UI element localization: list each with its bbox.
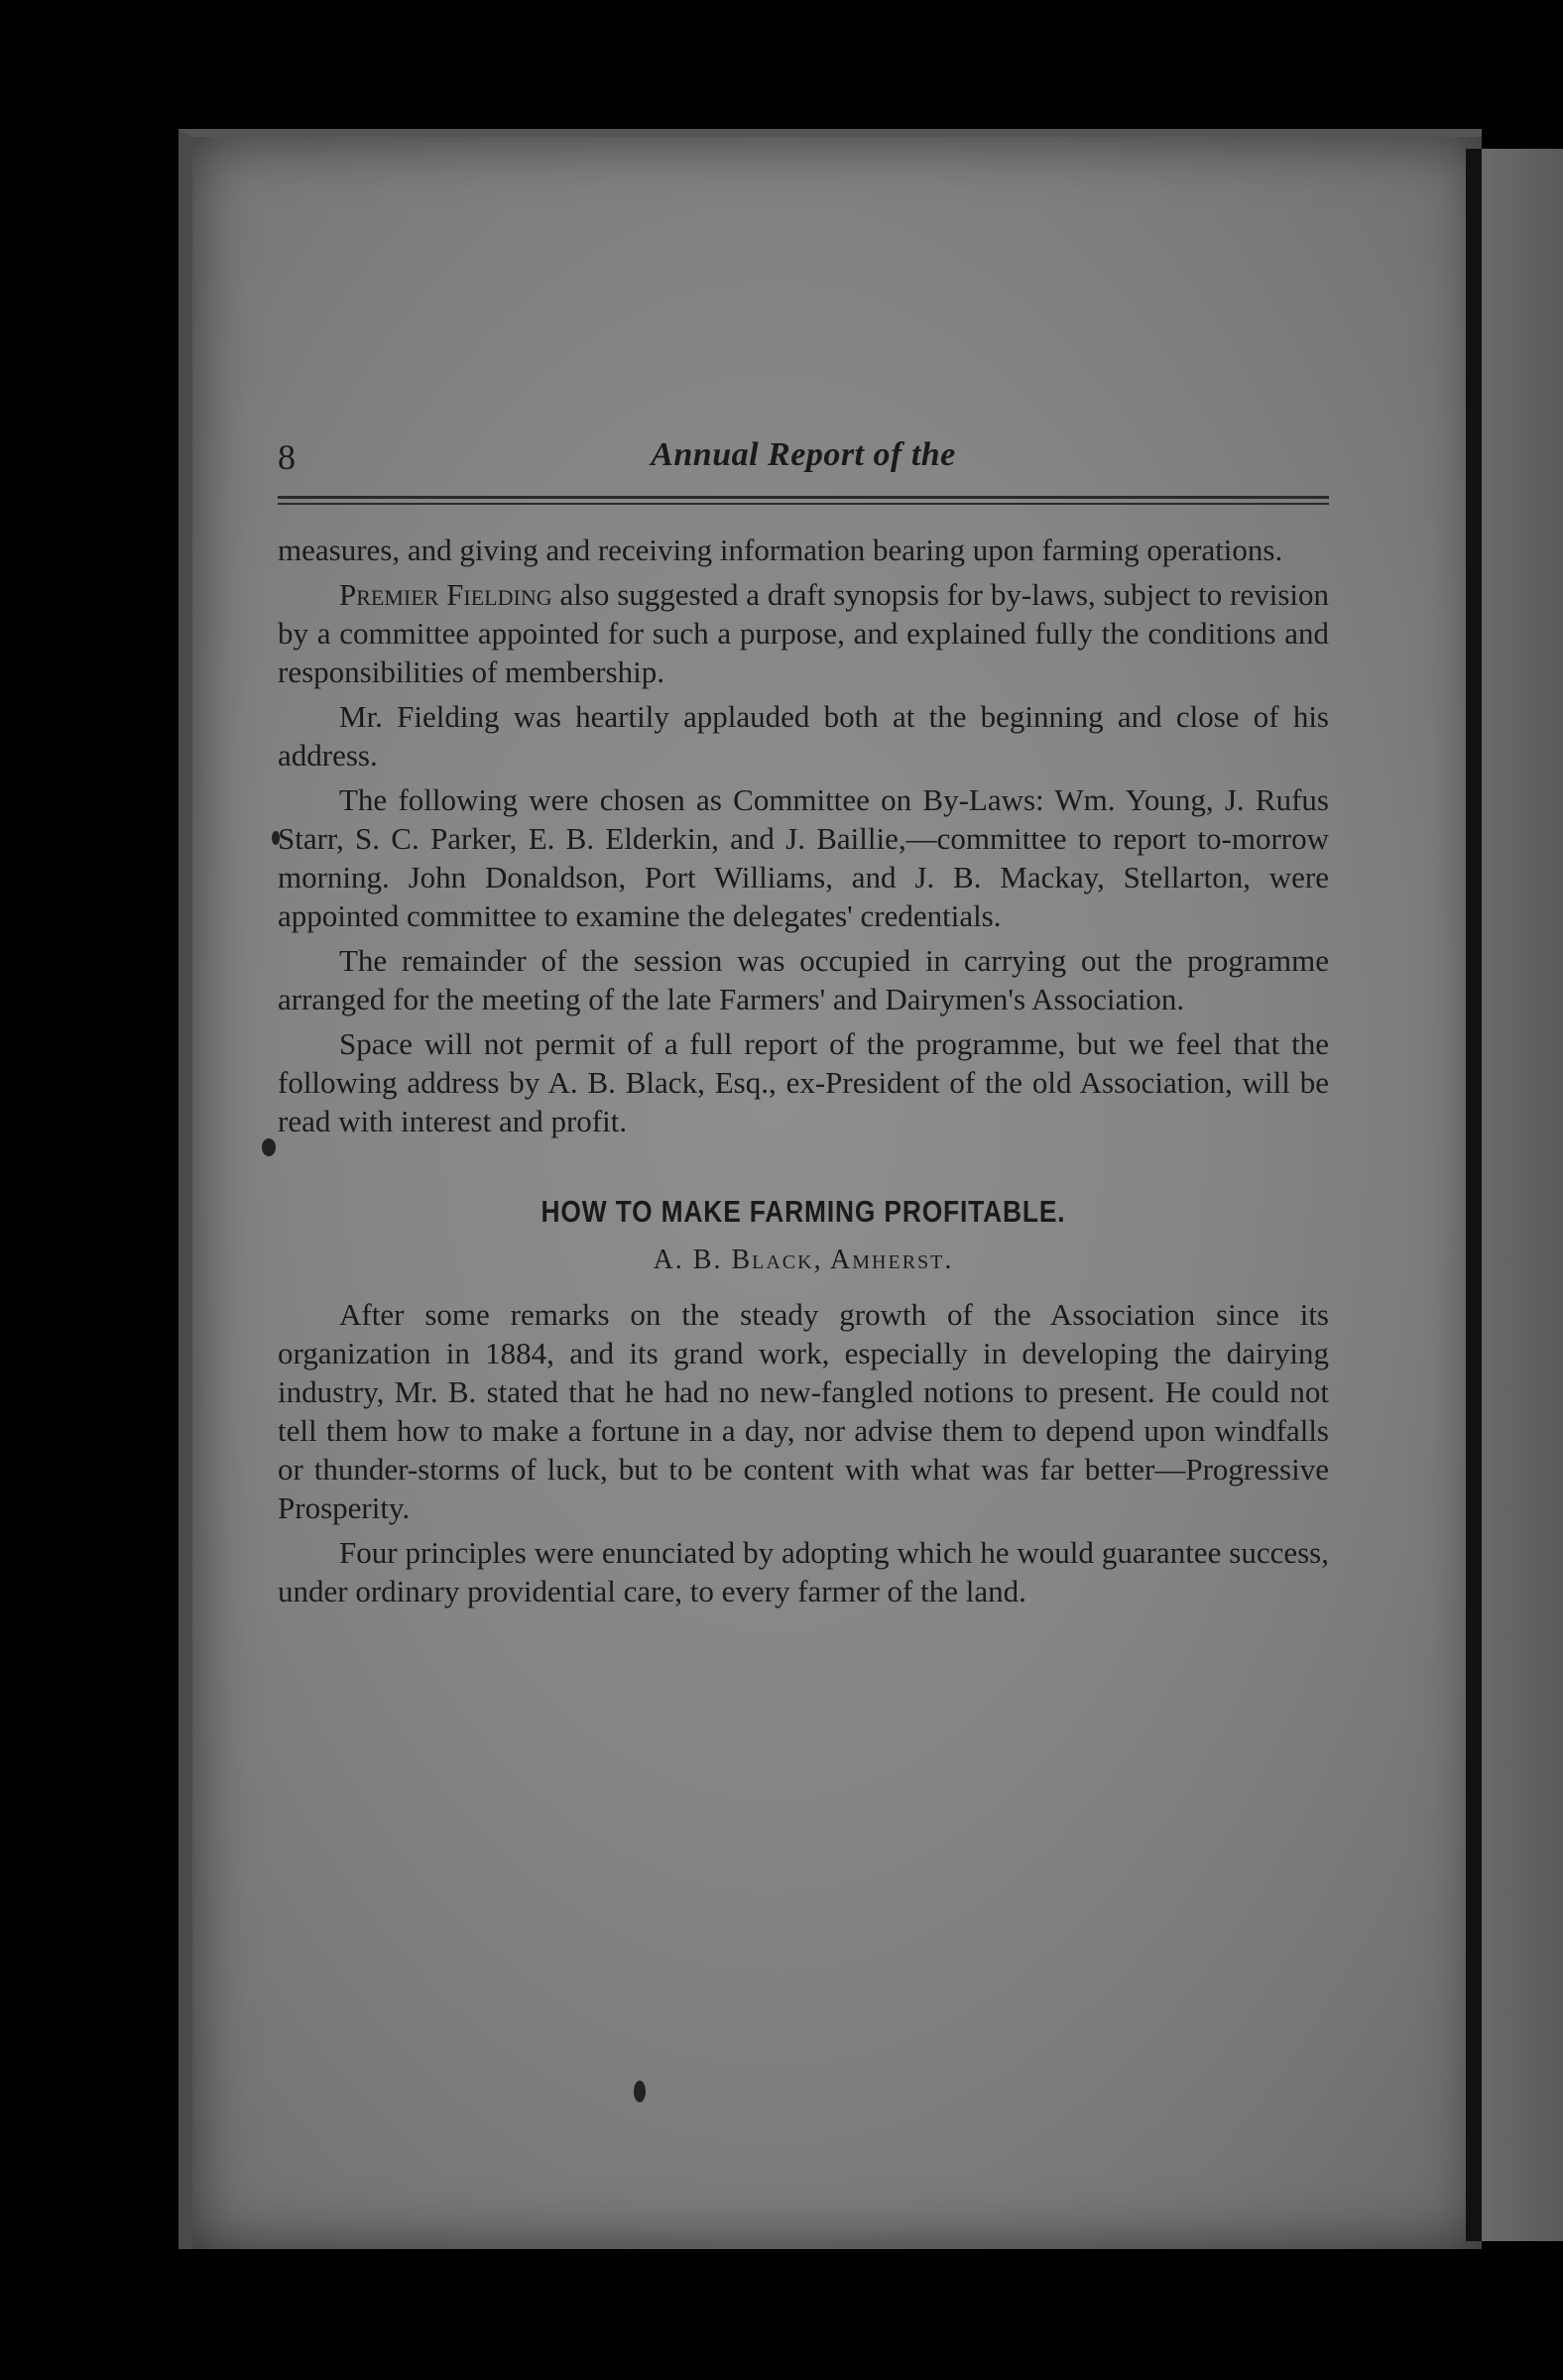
- book-gutter: [1466, 149, 1482, 2241]
- running-title: Annual Report of the: [651, 436, 956, 473]
- paragraph: The following were chosen as Committee on By-Laws: Wm. Young, J. Rufus Starr, S. C. Parker, E. B. Elderkin, and J. Baillie,—committee to report to-morrow morning. John Donaldson, Port Williams, and J. B. Mackay, Stellarton, were appointed committee to examine the delegates' credentials.: [278, 782, 1329, 933]
- paragraph: Mr. Fielding was heartily applauded both at the beginning and close of his address.: [278, 699, 1329, 773]
- header-double-rule: [278, 496, 1329, 505]
- paragraph: After some remarks on the steady growth of the Association since its organization in 1884, and its grand work, especially in developing the dairying industry, Mr. B. stated that he had no new-fangled notions to present. He could not tell them how to make a fortune in a day, nor advise them to depend upon windfalls or thunder-storms of luck, but to be content with what was far better—Progressive Prosperity.: [278, 1297, 1329, 1525]
- page-number: 8: [278, 437, 296, 477]
- paragraph: measures, and giving and receiving information bearing upon farming operations.: [278, 533, 1283, 567]
- ink-speck: [262, 1138, 276, 1156]
- paragraph-text: also suggested a draft synopsis for by-laws, subject to revision by a committee appointed for such a purpose, and explained fully the conditions and responsibilities of membership.: [278, 577, 1329, 689]
- body-text: [278, 531, 1329, 1610]
- section-heading: HOW TO MAKE FARMING PROFITABLE.: [541, 1194, 1066, 1229]
- speaker-name: Premier Fielding: [339, 577, 552, 612]
- paragraph: Space will not permit of a full report of the programme, but we feel that the following address by A. B. Black, Esq., ex-President of the old Association, will be read with interest and profit.: [278, 1026, 1329, 1138]
- paragraph: Four principles were enunciated by adopting which he would guarantee success, under ordinary providential care, to every farmer of the land.: [278, 1535, 1329, 1608]
- paragraph: The remainder of the session was occupied in carrying out the programme arranged for the meeting of the late Farmers' and Dairymen's Association.: [278, 943, 1329, 1016]
- ink-speck: [634, 2081, 646, 2102]
- section-author: A. B. Black, Amherst.: [653, 1245, 954, 1275]
- page-content: [278, 436, 1329, 1616]
- adjacent-page-edge: [1482, 149, 1563, 2241]
- running-header: [278, 436, 1329, 492]
- paragraph: [278, 575, 1329, 691]
